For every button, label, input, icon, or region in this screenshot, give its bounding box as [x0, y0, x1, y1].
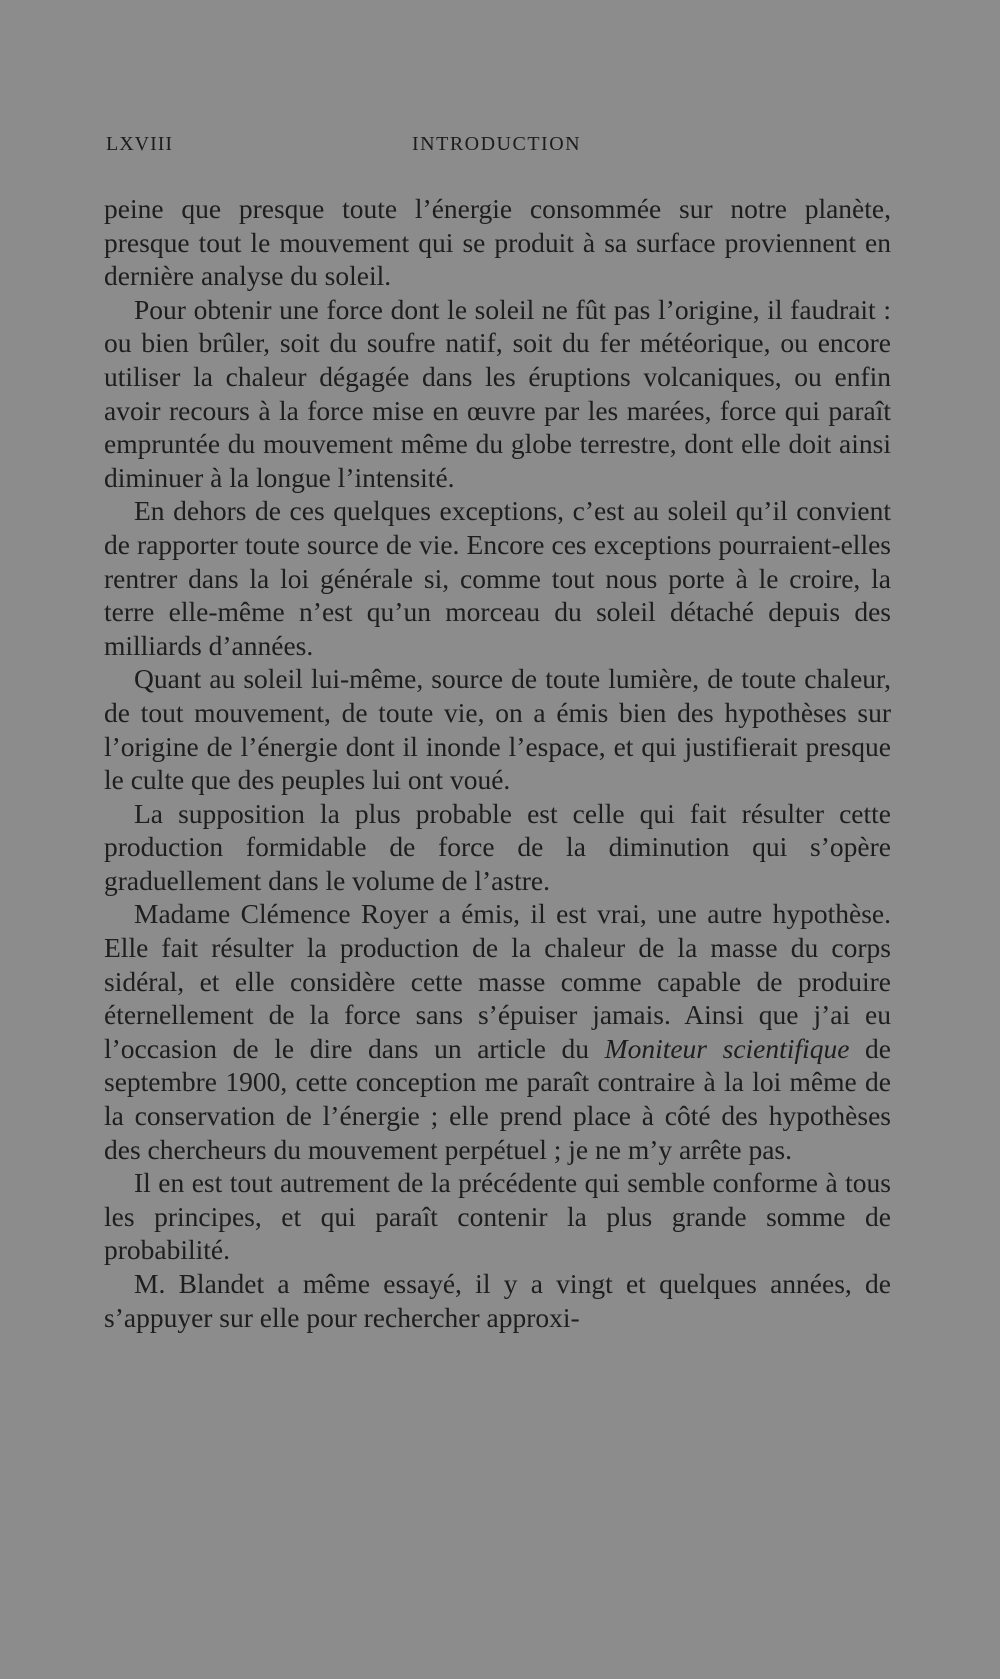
journal-title: Moniteur scientifique	[604, 1032, 850, 1064]
paragraph-8: M. Blandet a même essayé, il y a vingt et quelques années, de s’appuyer sur elle pour rechercher approxi-	[104, 1268, 891, 1333]
running-title: INTRODUCTION	[412, 133, 582, 155]
paragraph-3: En dehors de ces quelques exceptions, c’est au soleil qu’il convient de rapporter toute source de vie. Encore ces exceptions pourraient-elles rentrer dans la loi générale si, comme tout nous porte à le croire, la terre elle-même n’est qu’un morceau du soleil détaché depuis des milliards d’années.	[104, 495, 891, 661]
page-number: LXVIII	[106, 133, 174, 155]
paragraph-6-text-start: Madame Clémence Royer a émis, il est vrai, une autre hypothèse. Elle fait résulter la production de la chaleur de la masse du corps sidéral, et elle considère cette masse comme capable de produire éternellement de la force sans s’épuiser jamais. Ainsi que j’ai eu l’occasion de le dire dans un article du	[104, 898, 891, 1064]
paragraph-7: Il en est tout autrement de la précédente qui semble conforme à tous les principes, et qui paraît contenir la plus grande somme de probabilité.	[104, 1167, 891, 1266]
paragraph-4: Quant au soleil lui-même, source de toute lumière, de toute chaleur, de tout mouvement, de toute vie, on a émis bien des hypothèses sur l’origine de l’énergie dont il inonde l’espace, et qui justifierait presque le culte que des peuples lui ont voué.	[104, 663, 891, 796]
paragraph-5: La supposition la plus probable est celle qui fait résulter cette production formidable de force de la diminution qui s’opère graduellement dans le volume de l’astre.	[104, 797, 891, 896]
paragraph-1: peine que presque toute l’énergie consommée sur notre planète, presque tout le mouvement qui se produit à sa surface proviennent en dernière analyse du soleil.	[104, 193, 891, 292]
paragraph-2: Pour obtenir une force dont le soleil ne fût pas l’origine, il faudrait : ou bien brûler, soit du soufre natif, soit du fer météorique, ou encore utiliser la chaleur dégagée dans les éruptions volcaniques, ou enfin avoir recours à la force mise en œuvre par les marées, force qui paraît empruntée du mouvement même du globe terrestre, dont elle doit ainsi diminuer à la longue l’intensité.	[104, 293, 891, 493]
body-text	[104, 192, 891, 1334]
page-header	[106, 133, 896, 163]
paragraph-6-text-end: de septembre 1900, cette conception me paraît contraire à la loi même de la conservation de l’énergie ; elle prend place à côté des hypothèses des chercheurs du mouvement perpétuel ; je ne m’y arrête pas.	[104, 1032, 891, 1165]
paragraph-6	[104, 897, 891, 1166]
